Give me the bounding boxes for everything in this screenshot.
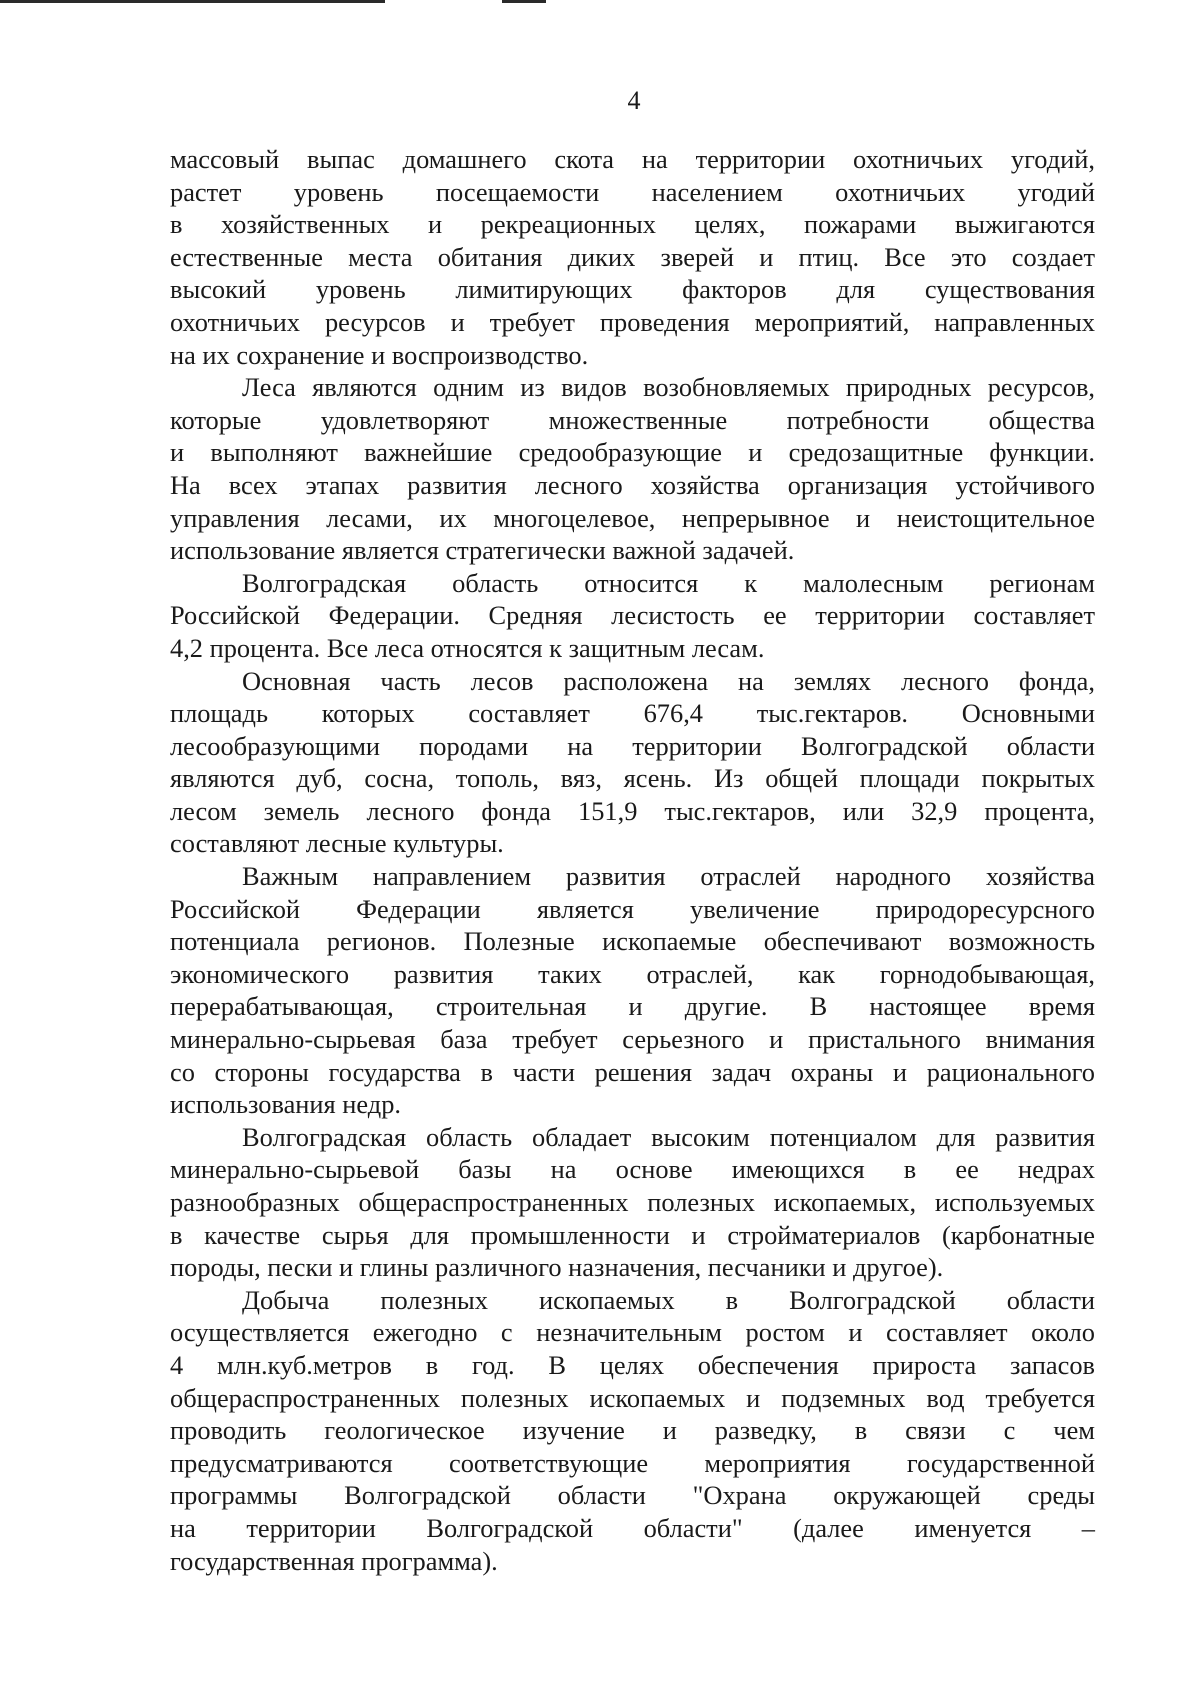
text-line: На всех этапах развития лесного хозяйства организация устойчивого: [170, 469, 1095, 500]
scan-edge-mark: [0, 0, 385, 3]
document-body: [170, 143, 1095, 1577]
text-line: естественные места обитания диких зверей и птиц. Все это создает: [170, 241, 1095, 272]
text-line: экономического развития таких отраслей, как горнодобывающая,: [170, 958, 1095, 989]
page-number: 4: [627, 86, 641, 115]
text-line: лесообразующими породами на территории Волгоградской области: [170, 730, 1095, 761]
text-line: лесом земель лесного фонда 151,9 тыс.гектаров, или 32,9 процента,: [170, 795, 1095, 826]
text-line: охотничьих ресурсов и требует проведения мероприятий, направленных: [170, 306, 1095, 337]
text-line: составляют лесные культуры.: [170, 828, 504, 859]
text-line: Российской Федерации является увеличение природоресурсного: [170, 893, 1095, 924]
text-line: минерально-сырьевой базы на основе имеющихся в ее недрах: [170, 1154, 1095, 1185]
text-line: государственная программа).: [170, 1545, 498, 1576]
text-line: 4 млн.куб.метров в год. В целях обеспечения прироста запасов: [170, 1349, 1095, 1380]
text-line: в хозяйственных и рекреационных целях, пожарами выжигаются: [170, 209, 1095, 240]
text-line: Важным направлением развития отраслей народного хозяйства: [242, 861, 1095, 892]
text-line: проводить геологическое изучение и разведку, в связи с чем: [170, 1415, 1095, 1446]
text-line: породы, пески и глины различного назначения, песчаники и другое).: [170, 1252, 944, 1283]
text-line: управления лесами, их многоцелевое, непрерывное и неистощительное: [170, 502, 1095, 533]
text-line: на территории Волгоградской области" (далее именуется –: [170, 1512, 1095, 1543]
text-line: предусматриваются соответствующие мероприятия государственной: [170, 1447, 1095, 1478]
text-line: высокий уровень лимитирующих факторов для существования: [170, 274, 1095, 305]
text-line: со стороны государства в части решения задач охраны и рационального: [170, 1056, 1095, 1087]
text-line: потенциала регионов. Полезные ископаемые обеспечивают возможность: [170, 926, 1095, 957]
text-line: растет уровень посещаемости населением охотничьих угодий: [170, 176, 1095, 207]
text-line: Волгоградская область относится к малолесным регионам: [242, 567, 1095, 598]
paragraph: [170, 860, 1095, 1121]
text-line: и выполняют важнейшие средообразующие и средозащитные функции.: [170, 437, 1095, 468]
text-line: программы Волгоградской области "Охрана окружающей среды: [170, 1480, 1095, 1511]
paragraph: [170, 371, 1095, 567]
paragraph: [170, 1284, 1095, 1577]
text-line: перерабатывающая, строительная и другие. В настоящее время: [170, 991, 1095, 1022]
text-line: Добыча полезных ископаемых в Волгоградской области: [242, 1284, 1095, 1315]
text-line: Волгоградская область обладает высоким потенциалом для развития: [242, 1121, 1095, 1152]
text-line: массовый выпас домашнего скота на территории охотничьих угодий,: [170, 144, 1095, 174]
text-line: 4,2 процента. Все леса относятся к защитным лесам.: [170, 632, 765, 663]
text-line: общераспространенных полезных ископаемых и подземных вод требуется: [170, 1382, 1095, 1413]
paragraph: [170, 665, 1095, 861]
text-line: Основная часть лесов расположена на землях лесного фонда,: [242, 665, 1095, 696]
text-line: на их сохранение и воспроизводство.: [170, 339, 589, 370]
text-line: являются дуб, сосна, тополь, вяз, ясень. Из общей площади покрытых: [170, 763, 1095, 794]
text-line: в качестве сырья для промышленности и стройматериалов (карбонатные: [170, 1219, 1095, 1250]
paragraph: [170, 143, 1095, 371]
text-line: Российской Федерации. Средняя лесистость ее территории составляет: [170, 600, 1095, 631]
text-line: минерально-сырьевая база требует серьезного и пристального внимания: [170, 1024, 1095, 1055]
paragraph: [170, 567, 1095, 665]
text-line: разнообразных общераспространенных полезных ископаемых, используемых: [170, 1187, 1095, 1217]
text-line: использования недр.: [170, 1089, 401, 1120]
paragraph: [170, 1121, 1095, 1284]
text-line: площадь которых составляет 676,4 тыс.гектаров. Основными: [170, 698, 1095, 729]
text-line: которые удовлетворяют множественные потребности общества: [170, 404, 1095, 435]
scan-edge-mark: [502, 0, 546, 3]
text-line: использование является стратегически важной задачей.: [170, 535, 795, 566]
text-line: осуществляется ежегодно с незначительным ростом и составляет около: [170, 1317, 1095, 1348]
text-line: Леса являются одним из видов возобновляемых природных ресурсов,: [242, 372, 1095, 403]
